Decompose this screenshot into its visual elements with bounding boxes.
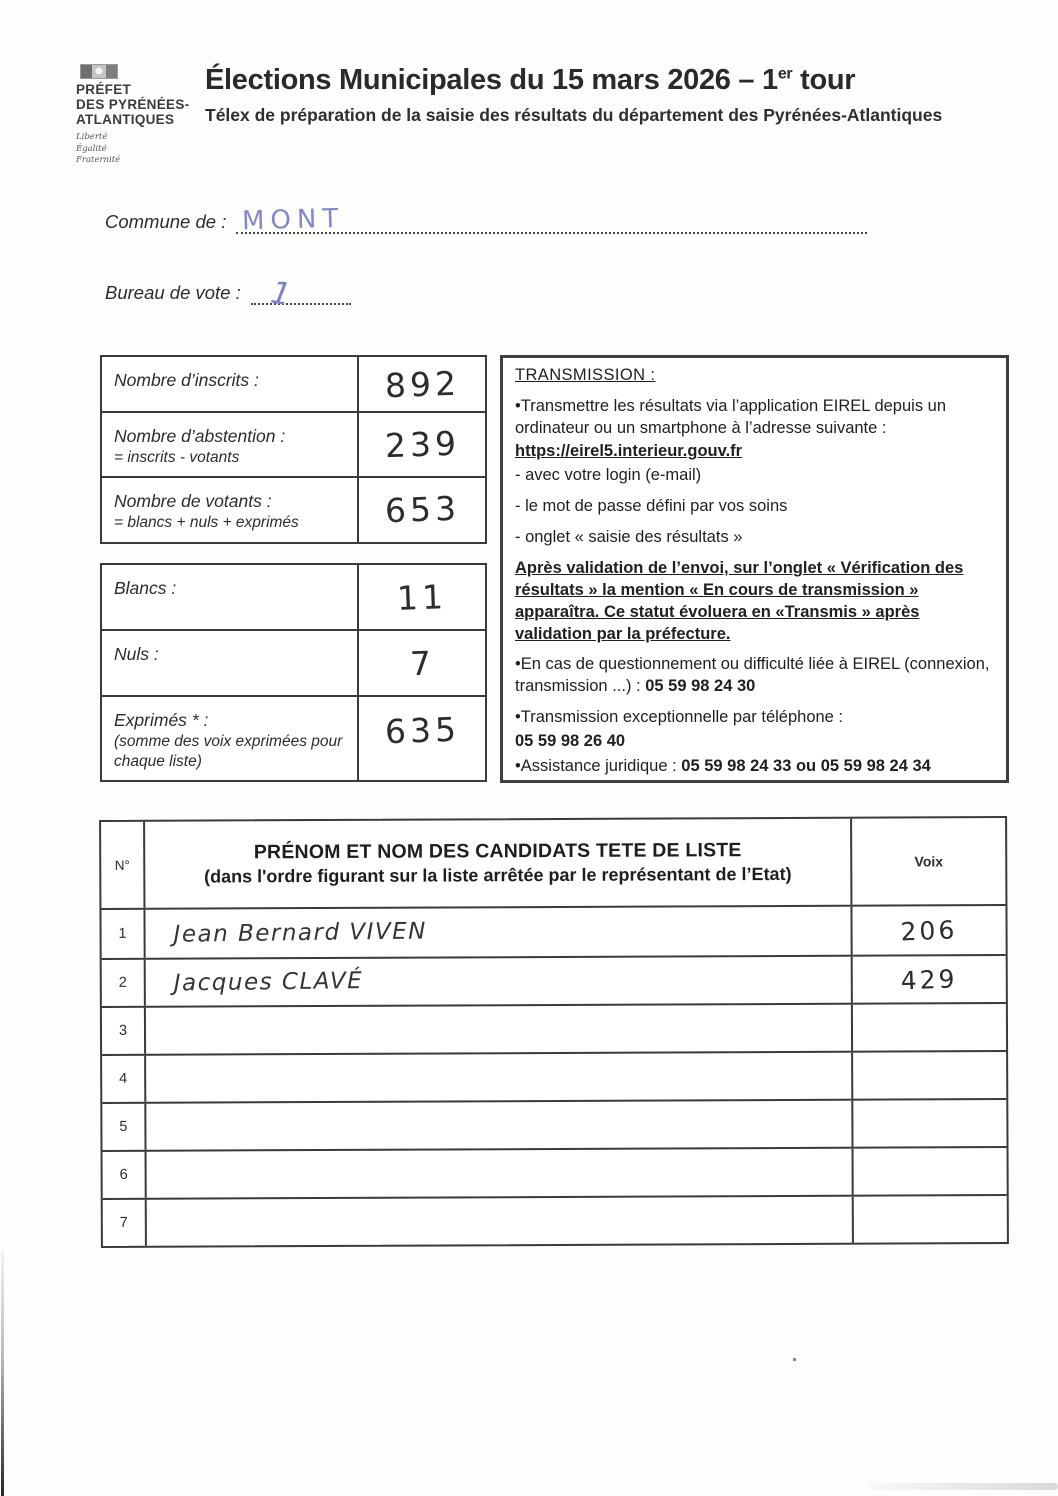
support-line — [515, 654, 994, 698]
prefecture-name — [76, 82, 216, 127]
transmission-heading: TRANSMISSION : — [515, 366, 656, 384]
support-phone: 05 59 98 24 30 — [645, 677, 756, 696]
candidate-row — [103, 1194, 1007, 1246]
support-intro: •En cas de questionnement ou difficulté liée à EIREL (connexion, transmission ...) : — [515, 655, 990, 696]
candidate-votes-cell — [853, 1100, 1006, 1147]
table-row — [102, 357, 485, 411]
candidate-name-handwritten: Jacques CLAVÉ — [173, 968, 364, 997]
bureau-label: Bureau de vote : — [105, 282, 241, 303]
stat-value-cell — [357, 565, 485, 629]
stat-value-cell — [357, 697, 485, 780]
column-header-name — [145, 819, 852, 908]
candidate-row — [103, 1146, 1007, 1198]
legal-line — [515, 756, 994, 778]
page-title-tail: tour — [792, 64, 856, 96]
commune-dotted-line — [236, 203, 867, 237]
scan-smudge-artifact — [868, 1483, 1058, 1490]
candidate-name-cell — [146, 1005, 853, 1054]
stat-value-cell — [357, 357, 485, 411]
motto-line2: Égalité — [76, 143, 107, 154]
transmission-step-tab: - onglet « saisie des résultats » — [515, 527, 743, 546]
blancs-handwritten-value: 11 — [396, 576, 448, 618]
phone-transmission-label: •Transmission exceptionnelle par téléphone : — [515, 707, 844, 726]
stat-label — [102, 413, 357, 476]
legal-phones: 05 59 98 24 33 ou 05 59 98 24 34 — [681, 757, 931, 776]
candidate-number: 3 — [102, 1008, 146, 1054]
abstention-handwritten-value: 239 — [383, 423, 461, 466]
stat-sublabel-text: (somme des voix exprimées pour chaque liste) — [114, 732, 343, 770]
prefecture-name-line3: ATLANTIQUES — [76, 112, 175, 128]
participation-table — [100, 355, 487, 544]
prefecture-logo — [76, 64, 216, 167]
stat-label-text: Nuls : — [114, 644, 159, 664]
stat-label — [102, 565, 357, 629]
stat-label-text: Exprimés * : — [114, 710, 209, 730]
inscrits-handwritten-value: 892 — [383, 363, 461, 405]
scan-dot-artifact — [793, 1358, 796, 1361]
table-row — [102, 629, 485, 695]
page-title-superscript: er — [777, 65, 793, 83]
candidate-number: 7 — [103, 1200, 147, 1246]
page-title — [205, 64, 1045, 97]
ballots-table — [100, 563, 487, 782]
bureau-dotted-line — [251, 274, 351, 314]
column-header-number: N° — [101, 822, 145, 908]
candidate-votes-cell — [853, 1052, 1006, 1099]
candidate-row — [102, 1098, 1006, 1150]
transmission-step-password: - le mot de passe défini par vos soins — [515, 496, 788, 515]
commune-label: Commune de : — [105, 211, 227, 232]
candidates-table — [99, 816, 1009, 1248]
candidate-number: 4 — [102, 1056, 146, 1102]
candidate-number: 1 — [101, 910, 145, 958]
table-row — [102, 695, 485, 780]
motto-line3: Fraternité — [76, 155, 121, 166]
candidate-name-cell — [146, 1053, 853, 1102]
scan-edge-artifact — [1, 1250, 4, 1496]
phone-transmission-number: 05 59 98 26 40 — [515, 731, 626, 750]
validation-note: Après validation de l’envoi, sur l’onglet « Vérification des résultats » la mention « En cours de transmission » apparaîtra. Ce statut évoluera en «Transmis » après validation par la préfecture. — [515, 559, 964, 643]
candidate-votes-cell — [854, 1196, 1007, 1243]
stat-label — [102, 478, 357, 542]
nuls-handwritten-value: 7 — [408, 643, 436, 683]
candidate-votes-cell — [852, 906, 1005, 955]
stat-value-cell — [357, 631, 485, 695]
candidate-votes-handwritten: 429 — [900, 963, 959, 995]
bureau-handwritten-value: 1 — [267, 274, 294, 314]
column-header-voix: Voix — [914, 853, 944, 870]
candidate-name-cell — [147, 1149, 854, 1198]
column-header-name-line1: PRÉNOM ET NOM DES CANDIDATS TETE DE LISTE — [253, 839, 742, 864]
candidate-name-handwritten: Jean Bernard VIVEN — [173, 918, 428, 948]
bureau-de-vote-field — [105, 274, 351, 314]
candidate-name-cell — [147, 1197, 854, 1246]
stat-label-text: Nombre de votants : — [114, 490, 272, 511]
stat-label — [102, 697, 357, 780]
table-row — [102, 565, 485, 629]
motto-line1: Liberté — [76, 132, 108, 143]
eirel-url: https://eirel5.interieur.gouv.fr — [515, 442, 743, 461]
stat-sublabel-text: = inscrits - votants — [114, 448, 240, 466]
candidate-votes-cell — [853, 1004, 1006, 1051]
candidate-row — [101, 906, 1005, 958]
transmission-step-login: - avec votre login (e-mail) — [515, 466, 702, 485]
prefecture-motto — [76, 132, 216, 166]
candidate-votes-handwritten: 206 — [900, 914, 958, 946]
column-header-name-line2: (dans l'ordre figurant sur la liste arrêtée par le représentant de l’Etat) — [204, 863, 792, 887]
commune-handwritten-value: MONT — [241, 203, 345, 237]
candidates-table-header — [101, 818, 1005, 910]
prefecture-name-line1: PRÉFET — [76, 82, 132, 97]
page-subtitle: Télex de préparation de la saisie des résultats du département des Pyrénées-Atlantiques — [205, 105, 943, 125]
stat-label — [102, 357, 357, 411]
candidate-name-cell — [146, 957, 853, 1006]
prefecture-name-line2: DES PYRÉNÉES- — [76, 97, 190, 113]
stat-value-cell — [357, 478, 485, 542]
candidate-votes-cell — [854, 1148, 1007, 1195]
stat-sublabel-text: = blancs + nuls + exprimés — [114, 513, 299, 531]
legal-label: •Assistance juridique : — [515, 757, 682, 776]
stat-label-text: Blancs : — [114, 578, 177, 598]
candidate-number: 6 — [103, 1152, 147, 1198]
header — [205, 64, 1045, 126]
candidate-row — [102, 1002, 1006, 1054]
candidate-row — [102, 1050, 1006, 1102]
candidate-name-cell — [145, 907, 852, 958]
exprimes-handwritten-value: 635 — [383, 709, 461, 752]
candidate-row — [102, 954, 1006, 1006]
stat-label — [102, 631, 357, 695]
table-row — [102, 476, 485, 542]
candidate-number: 2 — [102, 960, 146, 1006]
transmission-box — [500, 355, 1009, 783]
candidate-votes-cell — [853, 956, 1006, 1003]
commune-field — [105, 203, 867, 237]
candidate-name-cell — [146, 1101, 853, 1150]
page-title-main: Élections Municipales du 15 mars 2026 – 1 — [205, 64, 778, 96]
table-row — [102, 411, 485, 476]
transmission-intro: •Transmettre les résultats via l’application EIREL depuis un ordinateur ou un smartphone à l’adresse suivante : — [515, 396, 947, 437]
candidate-number: 5 — [102, 1104, 146, 1150]
votants-handwritten-value: 653 — [383, 489, 461, 531]
french-flag-icon — [80, 64, 118, 79]
stat-label-text: Nombre d’inscrits : — [114, 370, 259, 390]
stat-value-cell — [357, 413, 485, 476]
stat-label-text: Nombre d’abstention : — [114, 426, 286, 446]
